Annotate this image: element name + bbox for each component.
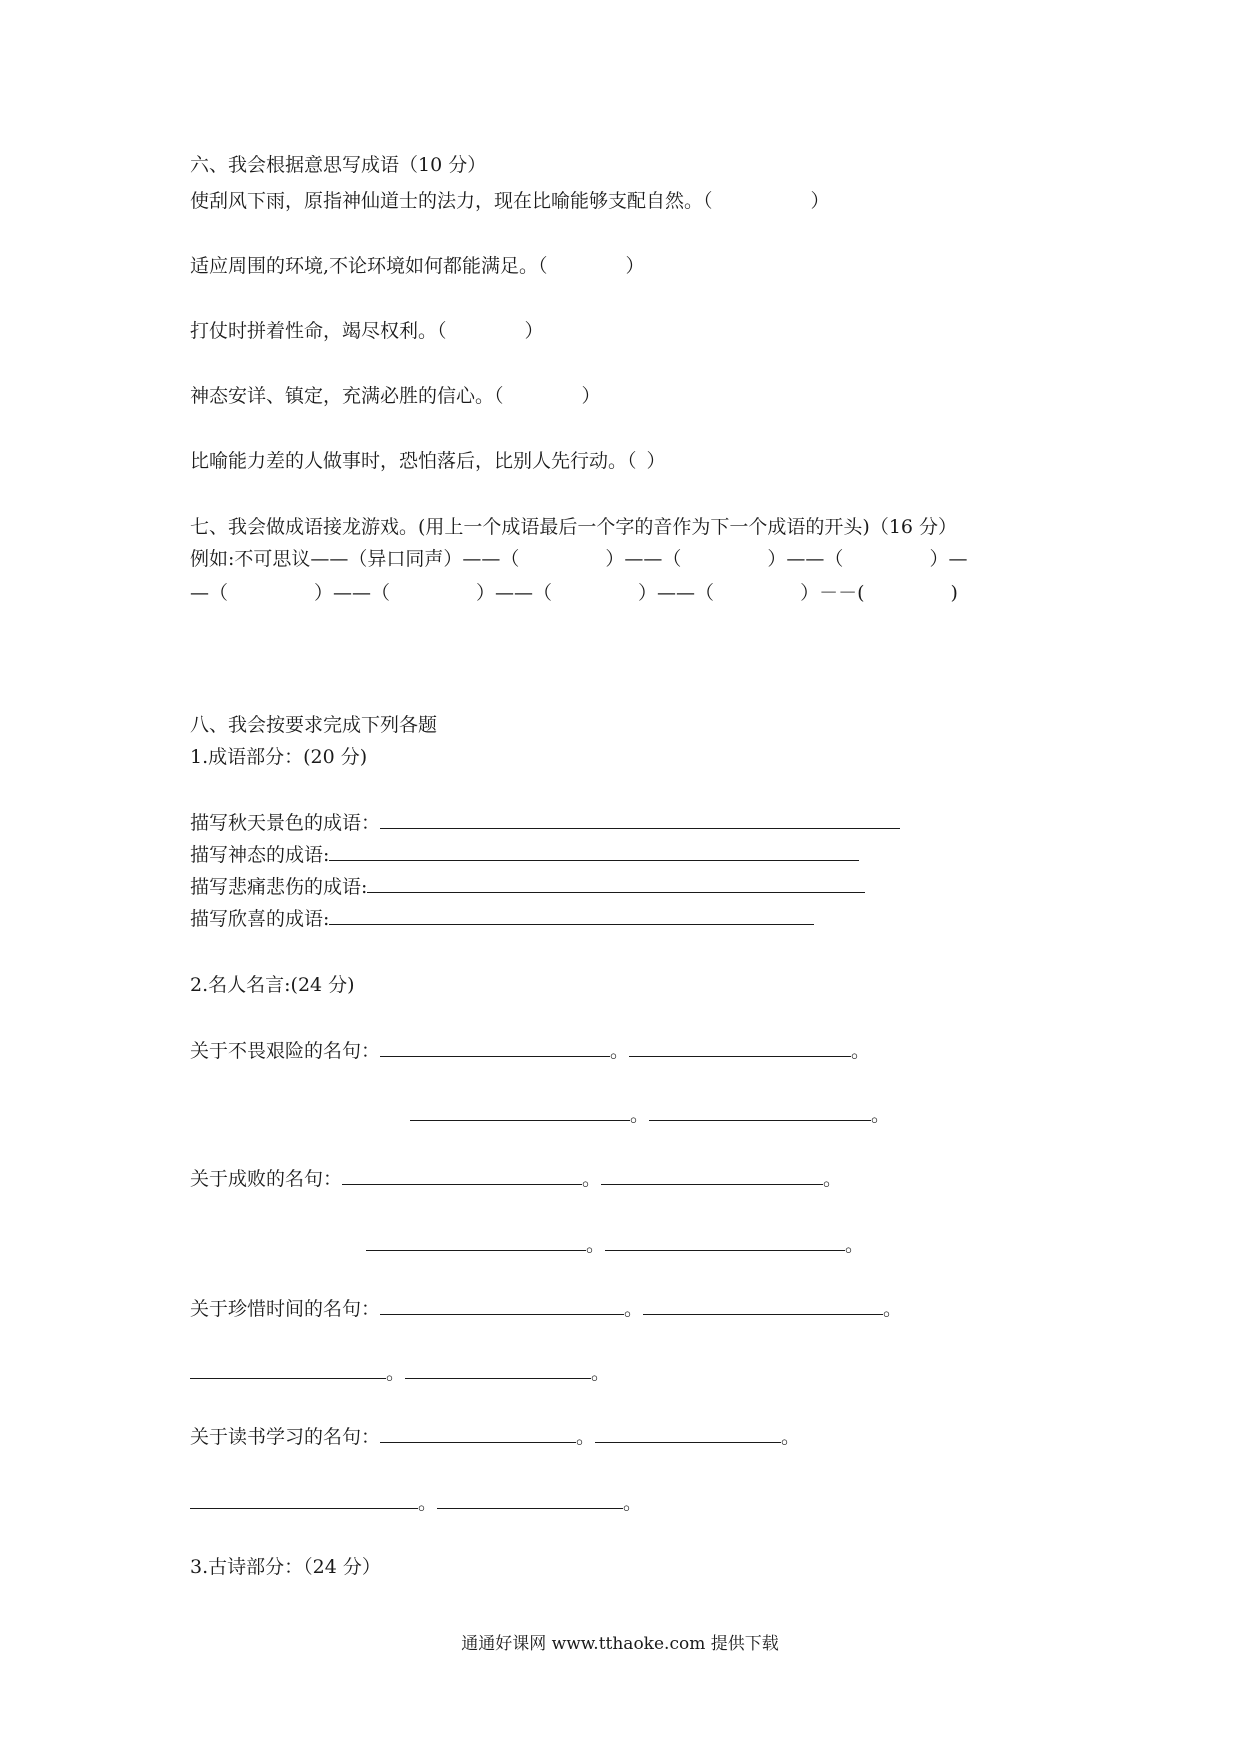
period: 。 — [610, 1040, 630, 1062]
answer-blank[interactable] — [410, 1102, 630, 1121]
item-close: ） — [524, 320, 544, 342]
quote-time-row-2 — [190, 1360, 610, 1386]
period: 。 — [418, 1492, 438, 1514]
quote-success-row-2 — [366, 1232, 864, 1258]
answer-blank[interactable] — [605, 1232, 845, 1251]
row-label: 关于不畏艰险的名句： — [190, 1040, 381, 1062]
row-label: 描写神态的成语: — [190, 844, 330, 866]
answer-blank[interactable] — [629, 1038, 851, 1057]
chain-line2-start: —（ — [190, 582, 229, 604]
period: 。 — [623, 1492, 643, 1514]
part1-title: 1.成语部分：(20 分) — [190, 746, 368, 768]
section6-item-1 — [190, 188, 830, 214]
item-text: 使刮风下雨，原指神仙道士的法力，现在比喻能够支配自然。（ — [190, 190, 713, 212]
answer-blank[interactable] — [329, 906, 814, 925]
item-text: 神态安详、镇定，充满必胜的信心。（ — [190, 385, 504, 407]
answer-blank[interactable] — [595, 1424, 781, 1443]
chain-end: ) — [950, 582, 958, 604]
chain-line1-end: ）— — [929, 548, 968, 570]
answer-blank[interactable] — [329, 842, 859, 861]
period: 。 — [586, 1234, 606, 1256]
chain-double-dash: ）－－( — [800, 582, 865, 604]
chain-dash: ）——（ — [476, 582, 553, 604]
chain-dash: ）——（ — [638, 582, 715, 604]
answer-blank[interactable] — [380, 810, 900, 829]
section6-item-4 — [190, 383, 601, 409]
idiom-autumn-row — [190, 810, 900, 836]
period: 。 — [845, 1234, 865, 1256]
item-text: 适应周围的环境,不论环境如何都能满足。（ — [190, 255, 548, 277]
quote-study-row-1 — [190, 1424, 800, 1450]
section6-item-5 — [190, 448, 666, 474]
section8-title: 八、我会按要求完成下列各题 — [190, 714, 438, 736]
answer-blank[interactable] — [190, 1360, 386, 1379]
section7-title: 七、我会做成语接龙游戏。(用上一个成语最后一个字的音作为下一个成语的开头)（16 分） — [190, 516, 958, 538]
answer-blank[interactable] — [380, 1296, 624, 1315]
row-label: 描写秋天景色的成语： — [190, 812, 381, 834]
period: 。 — [582, 1168, 602, 1190]
answer-blank[interactable] — [380, 1424, 576, 1443]
row-label: 描写悲痛悲伤的成语: — [190, 876, 368, 898]
chain-dash: ）——（ — [605, 548, 682, 570]
idiom-grief-row — [190, 874, 865, 900]
quote-time-row-1 — [190, 1296, 902, 1322]
answer-blank[interactable] — [643, 1296, 883, 1315]
chain-dash: ）——（ — [767, 548, 844, 570]
item-close: ） — [625, 255, 645, 277]
answer-blank[interactable] — [366, 1232, 586, 1251]
section7-chain-line-1 — [190, 546, 967, 572]
item-close: ） — [810, 190, 830, 212]
period: 。 — [624, 1298, 644, 1320]
section6-item-2 — [190, 253, 645, 279]
answer-blank[interactable] — [405, 1360, 591, 1379]
chain-dash: ）——（ — [314, 582, 391, 604]
period: 。 — [871, 1104, 891, 1126]
part3-title: 3.古诗部分：（24 分） — [190, 1556, 381, 1578]
quote-courage-row-2 — [410, 1102, 890, 1128]
period: 。 — [823, 1168, 843, 1190]
item-text: 打仗时拼着性命，竭尽权利。（ — [190, 320, 447, 342]
period: 。 — [630, 1104, 650, 1126]
answer-blank[interactable] — [649, 1102, 871, 1121]
item-close: ） — [646, 450, 666, 472]
idiom-expression-row — [190, 842, 859, 868]
section7-chain-line-2 — [190, 580, 958, 606]
answer-blank[interactable] — [437, 1490, 623, 1509]
answer-blank[interactable] — [190, 1490, 418, 1509]
item-text: 比喻能力差的人做事时，恐怕落后，比别人先行动。（ — [190, 450, 637, 472]
row-label: 描写欣喜的成语: — [190, 908, 330, 930]
answer-blank[interactable] — [601, 1166, 823, 1185]
row-label: 关于珍惜时间的名句： — [190, 1298, 381, 1320]
answer-blank[interactable] — [342, 1166, 582, 1185]
period: 。 — [576, 1426, 596, 1448]
quote-study-row-2 — [190, 1490, 642, 1516]
idiom-joy-row — [190, 906, 814, 932]
section6-item-3 — [190, 318, 544, 344]
period: 。 — [883, 1298, 903, 1320]
period: 。 — [781, 1426, 801, 1448]
quote-courage-row-1 — [190, 1038, 870, 1064]
page-footer: 通通好课网 www.tthaoke.com 提供下载 — [461, 1634, 779, 1654]
item-close: ） — [581, 385, 601, 407]
section6-title: 六、我会根据意思写成语（10 分） — [190, 154, 487, 176]
row-label: 关于成败的名句： — [190, 1168, 343, 1190]
row-label: 关于读书学习的名句： — [190, 1426, 381, 1448]
period: 。 — [851, 1040, 871, 1062]
period: 。 — [386, 1362, 406, 1384]
answer-blank[interactable] — [380, 1038, 610, 1057]
chain-example: 例如:不可思议——（异口同声）——（ — [190, 548, 520, 570]
answer-blank[interactable] — [367, 874, 865, 893]
quote-success-row-1 — [190, 1166, 842, 1192]
period: 。 — [591, 1362, 611, 1384]
part2-title: 2.名人名言:(24 分) — [190, 974, 355, 996]
